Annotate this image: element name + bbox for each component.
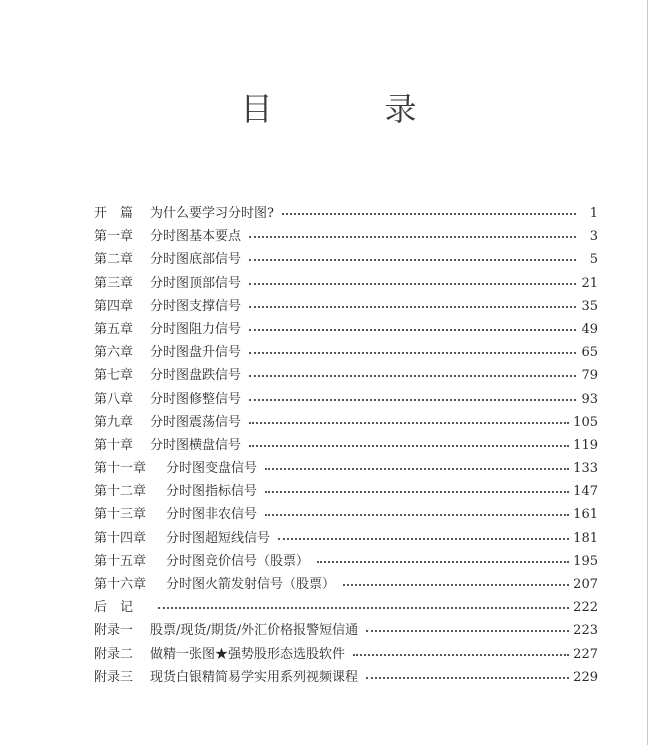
toc-entry-title: 做精一张图★强势股形态选股软件 [150, 646, 346, 662]
toc-entry-title: 分时图盘跌信号 [150, 368, 242, 384]
toc-row[interactable] [94, 643, 598, 666]
toc-dot-leader [249, 274, 576, 287]
toc-dot-leader [265, 459, 569, 472]
toc-row[interactable] [94, 248, 598, 271]
toc-entry-title: 分时图顶部信号 [150, 275, 242, 291]
toc-row[interactable] [94, 550, 598, 573]
toc-entry-title: 现货白银精简易学实用系列视频课程 [150, 669, 359, 685]
toc-page-number: 181 [573, 530, 598, 546]
toc-chapter-label: 第一章 [94, 229, 134, 245]
toc-dot-leader [353, 645, 569, 658]
toc-chapter-label: 后 记 [94, 600, 134, 616]
toc-page-number: 227 [573, 646, 598, 662]
toc-row[interactable] [94, 202, 598, 225]
toc-page-number: 65 [581, 345, 598, 361]
toc-dot-leader [249, 343, 576, 356]
toc-dot-leader [158, 598, 569, 611]
toc-dot-leader [282, 204, 576, 217]
toc-chapter-label: 第五章 [94, 321, 134, 337]
toc-dot-leader [249, 320, 576, 333]
toc-row[interactable] [94, 480, 598, 503]
toc-row[interactable] [94, 411, 598, 434]
toc-dot-leader [317, 552, 569, 565]
toc-entry-title: 为什么要学习分时图? [150, 206, 274, 221]
toc-entry-title: 分时图底部信号 [150, 252, 242, 268]
toc-row[interactable] [94, 434, 598, 457]
toc-page-number: 229 [573, 669, 598, 685]
toc-page-number: 49 [581, 321, 598, 337]
toc-row[interactable] [94, 341, 598, 364]
toc-chapter-label: 开 篇 [94, 206, 134, 221]
toc-dot-leader [249, 227, 576, 240]
toc-entry-title: 分时图修整信号 [150, 391, 242, 407]
toc-entry-title: 股票/现货/期货/外汇价格报警短信通 [150, 623, 359, 639]
toc-entry-title: 分时图阻力信号 [150, 321, 242, 337]
toc-entry-title: 分时图火箭发射信号（股票） [166, 577, 336, 592]
toc-chapter-label: 第十四章 [94, 530, 147, 546]
toc-chapter-label: 第九章 [94, 414, 134, 430]
toc-chapter-label: 第三章 [94, 275, 134, 291]
toc-chapter-label: 第十六章 [94, 577, 147, 592]
toc-entry-title: 分时图震荡信号 [150, 414, 242, 430]
toc-row[interactable] [94, 527, 598, 550]
toc-chapter-label: 第十章 [94, 437, 134, 453]
toc-page-number: 93 [581, 391, 598, 407]
toc-chapter-label: 附录一 [94, 623, 134, 639]
toc-page-number: 207 [573, 577, 598, 592]
toc-chapter-label: 附录二 [94, 646, 134, 662]
toc-chapter-label: 第十二章 [94, 484, 147, 500]
toc-row[interactable] [94, 596, 598, 619]
toc-dot-leader [249, 250, 576, 263]
toc-chapter-label: 第十五章 [94, 553, 147, 569]
table-of-contents [94, 202, 598, 689]
toc-row[interactable] [94, 573, 598, 596]
toc-page-number: 119 [573, 437, 598, 453]
page-title: 目 录 [240, 90, 457, 128]
toc-page-number: 105 [573, 414, 598, 430]
toc-row[interactable] [94, 503, 598, 526]
toc-chapter-label: 第六章 [94, 345, 134, 361]
toc-dot-leader [366, 621, 569, 634]
toc-dot-leader [343, 575, 569, 588]
toc-page-number: 195 [573, 553, 598, 569]
toc-page-number: 3 [589, 229, 598, 245]
toc-page-number: 133 [573, 461, 598, 477]
toc-row[interactable] [94, 666, 598, 689]
toc-page-number: 79 [581, 368, 598, 384]
toc-page-number: 161 [573, 507, 598, 523]
toc-entry-title: 分时图横盘信号 [150, 437, 242, 453]
toc-page-number: 21 [581, 275, 598, 291]
toc-chapter-label: 第十三章 [94, 507, 147, 523]
toc-dot-leader [366, 668, 569, 681]
toc-row[interactable] [94, 318, 598, 341]
toc-chapter-label: 第四章 [94, 298, 134, 314]
toc-dot-leader [249, 297, 576, 310]
toc-dot-leader [249, 413, 569, 426]
toc-dot-leader [249, 390, 576, 403]
toc-page-number: 147 [573, 484, 598, 500]
toc-chapter-label: 附录三 [94, 669, 134, 685]
toc-row[interactable] [94, 295, 598, 318]
toc-page-number: 223 [573, 623, 598, 639]
toc-row[interactable] [94, 388, 598, 411]
toc-entry-title: 分时图盘升信号 [150, 345, 242, 361]
toc-entry-title: 分时图基本要点 [150, 229, 242, 245]
toc-page-number: 5 [589, 252, 598, 268]
toc-dot-leader [265, 482, 569, 495]
toc-row[interactable] [94, 272, 598, 295]
toc-row[interactable] [94, 457, 598, 480]
toc-entry-title: 分时图变盘信号 [166, 461, 258, 477]
toc-chapter-label: 第二章 [94, 252, 134, 268]
toc-chapter-label: 第八章 [94, 391, 134, 407]
toc-chapter-label: 第十一章 [94, 461, 147, 477]
toc-chapter-label: 第七章 [94, 368, 134, 384]
toc-entry-title: 分时图竞价信号（股票） [166, 553, 310, 569]
toc-row[interactable] [94, 225, 598, 248]
toc-dot-leader [249, 436, 569, 449]
toc-row[interactable] [94, 364, 598, 387]
toc-dot-leader [249, 366, 576, 379]
toc-page-number: 1 [589, 206, 598, 221]
toc-dot-leader [265, 505, 569, 518]
toc-entry-title: 分时图超短线信号 [166, 530, 271, 546]
toc-dot-leader [278, 529, 569, 542]
toc-entry-title: 分时图指标信号 [166, 484, 258, 500]
toc-entry-title: 分时图支撑信号 [150, 298, 242, 314]
toc-page-number: 35 [581, 298, 598, 314]
toc-entry-title: 分时图非农信号 [166, 507, 258, 523]
toc-page-number: 222 [573, 600, 598, 616]
toc-row[interactable] [94, 619, 598, 642]
